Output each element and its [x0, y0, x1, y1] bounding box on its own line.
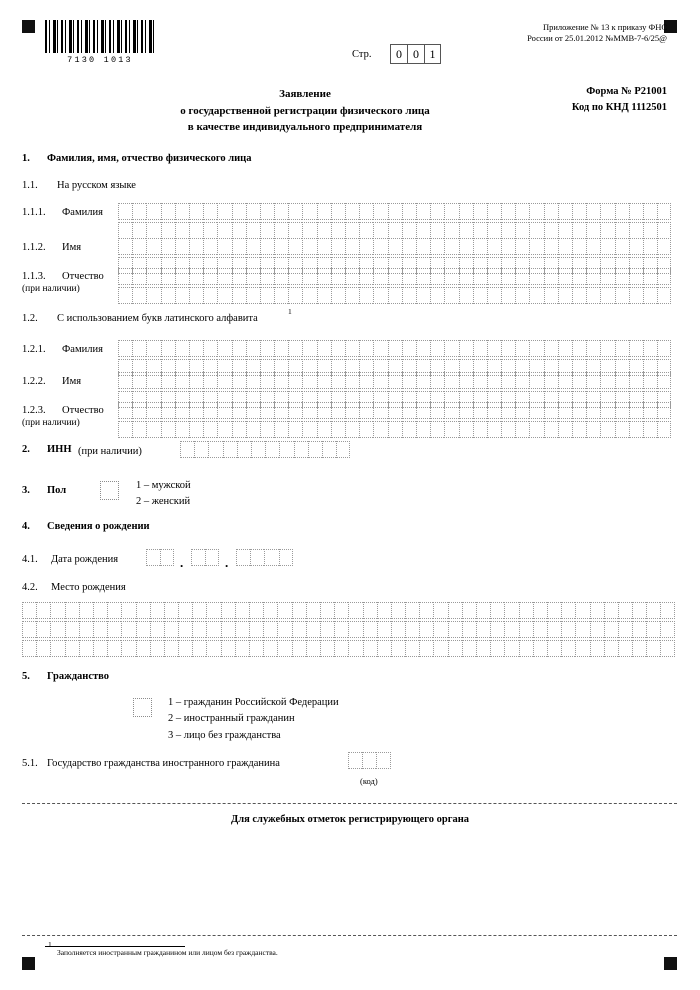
section-1-2-footnote-mark: 1: [288, 307, 292, 316]
field-1-2-3-number: 1.2.3.: [22, 405, 46, 416]
form-code-block: [470, 84, 667, 116]
birthdate-separator-1: .: [180, 555, 184, 570]
input-patronymic-ru-line2[interactable]: [118, 287, 671, 304]
input-gender[interactable]: [100, 481, 119, 500]
section-3-title: Пол: [47, 485, 67, 496]
field-1-2-3-label: Отчество: [62, 405, 104, 416]
field-4-2-label: Место рождения: [51, 582, 126, 593]
section-1-1-number: 1.1.: [22, 180, 38, 191]
input-birthdate-month[interactable]: [191, 549, 219, 566]
input-surname-ru-line2[interactable]: [118, 222, 671, 239]
page-digit: 1: [424, 44, 441, 64]
document-title-line-2: о государственной регистрации физического лица: [180, 104, 430, 117]
field-1-1-3-number: 1.1.3.: [22, 271, 46, 282]
field-1-2-1-label: Фамилия: [62, 344, 103, 355]
field-5-1-number: 5.1.: [22, 758, 38, 769]
citizenship-option-1: 1 – гражданин Российской Федерации: [168, 697, 339, 708]
field-4-1-label: Дата рождения: [51, 554, 119, 565]
input-firstname-lat[interactable]: [118, 372, 671, 389]
input-surname-ru[interactable]: [118, 203, 671, 220]
section-5-number: 5.: [22, 671, 30, 682]
section-2-title: ИНН: [47, 444, 72, 455]
input-birthplace-line2[interactable]: [22, 621, 675, 638]
field-1-1-3-label: Отчество: [62, 271, 104, 282]
citizenship-option-2: 2 – иностранный гражданин: [168, 713, 295, 725]
barcode-bars: [45, 20, 155, 53]
page-number-cells: [390, 44, 441, 64]
input-birthplace-line3[interactable]: [22, 640, 675, 657]
footnote-mark: 1: [48, 940, 52, 949]
gender-option-2: 2 – женский: [136, 496, 191, 508]
field-1-1-2-label: Имя: [62, 242, 82, 253]
citizenship-option-3: 3 – лицо без гражданства: [168, 729, 281, 741]
field-1-2-3-sublabel: (при наличии): [22, 418, 80, 428]
section-2-sublabel: (при наличии): [78, 446, 142, 457]
barcode: [45, 20, 155, 65]
appendix-line-2: России от 25.01.2012 №ММВ-7-6/25@: [527, 33, 667, 44]
birthdate-separator-2: .: [225, 555, 229, 570]
section-3-options: [136, 478, 191, 511]
field-4-2-number: 4.2.: [22, 582, 38, 593]
input-birthdate-day[interactable]: [146, 549, 174, 566]
field-1-1-1-number: 1.1.1.: [22, 207, 46, 218]
field-5-1-label: Государство гражданства иностранного гражданина: [47, 758, 280, 769]
page-digit: 0: [390, 44, 407, 64]
field-1-1-2-number: 1.1.2.: [22, 242, 46, 253]
input-patronymic-lat[interactable]: [118, 402, 671, 419]
service-block-top-divider: [22, 803, 677, 804]
document-title-line-1: Заявление: [279, 88, 331, 100]
section-5-title: Гражданство: [47, 671, 110, 682]
section-4-title: Сведения о рождении: [47, 521, 150, 532]
section-1-number: 1.: [22, 153, 30, 164]
knd-code: Код по КНД 1112501: [571, 101, 667, 113]
footnote-rule: [45, 946, 185, 947]
input-patronymic-ru[interactable]: [118, 268, 671, 285]
registration-mark-bottom-left: [22, 957, 35, 970]
input-birthdate-year[interactable]: [236, 549, 293, 566]
section-1-title: Фамилия, имя, отчество физического лица: [47, 153, 252, 164]
form-number: Форма № Р21001: [586, 86, 667, 97]
field-1-2-1-number: 1.2.1.: [22, 344, 46, 355]
input-birthplace-line1[interactable]: [22, 602, 675, 619]
section-3-number: 3.: [22, 485, 30, 496]
section-4-number: 4.: [22, 521, 30, 532]
document-title-line-3: в качестве индивидуального предпринимателя: [187, 121, 423, 133]
section-1-1-title: На русском языке: [57, 180, 136, 191]
registration-mark-bottom-right: [664, 957, 677, 970]
section-2-number: 2.: [22, 444, 30, 455]
field-4-1-number: 4.1.: [22, 554, 38, 565]
input-inn[interactable]: [180, 441, 350, 458]
input-patronymic-lat-line2[interactable]: [118, 421, 671, 438]
appendix-reference: [462, 22, 667, 45]
document-title: [150, 86, 460, 136]
page-digit: 0: [407, 44, 424, 64]
input-firstname-ru[interactable]: [118, 238, 671, 255]
section-1-2-number: 1.2.: [22, 313, 38, 324]
section-5-options: [168, 695, 339, 744]
service-block-title: Для служебных отметок регистрирующего органа: [230, 814, 470, 825]
field-1-1-3-sublabel: (при наличии): [22, 284, 80, 294]
section-1-2-title: С использованием букв латинского алфавита: [57, 313, 258, 324]
input-foreign-country-code[interactable]: [348, 752, 391, 769]
field-1-1-1-label: Фамилия: [62, 207, 103, 218]
page-number-label: Стр.: [352, 49, 372, 60]
field-1-2-2-number: 1.2.2.: [22, 376, 46, 387]
barcode-number: 7130 1013: [67, 55, 133, 65]
field-5-1-code-caption: (код): [360, 776, 378, 786]
field-1-2-2-label: Имя: [62, 376, 82, 387]
footnote-text: Заполняется иностранным гражданином или лицом без гражданства.: [57, 948, 278, 957]
gender-option-1: 1 – мужской: [136, 480, 191, 491]
registration-mark-top-left: [22, 20, 35, 33]
service-block-bottom-divider: [22, 935, 677, 936]
input-citizenship[interactable]: [133, 698, 152, 717]
input-surname-lat[interactable]: [118, 340, 671, 357]
appendix-line-1: Приложение № 13 к приказу ФНС: [542, 22, 667, 32]
